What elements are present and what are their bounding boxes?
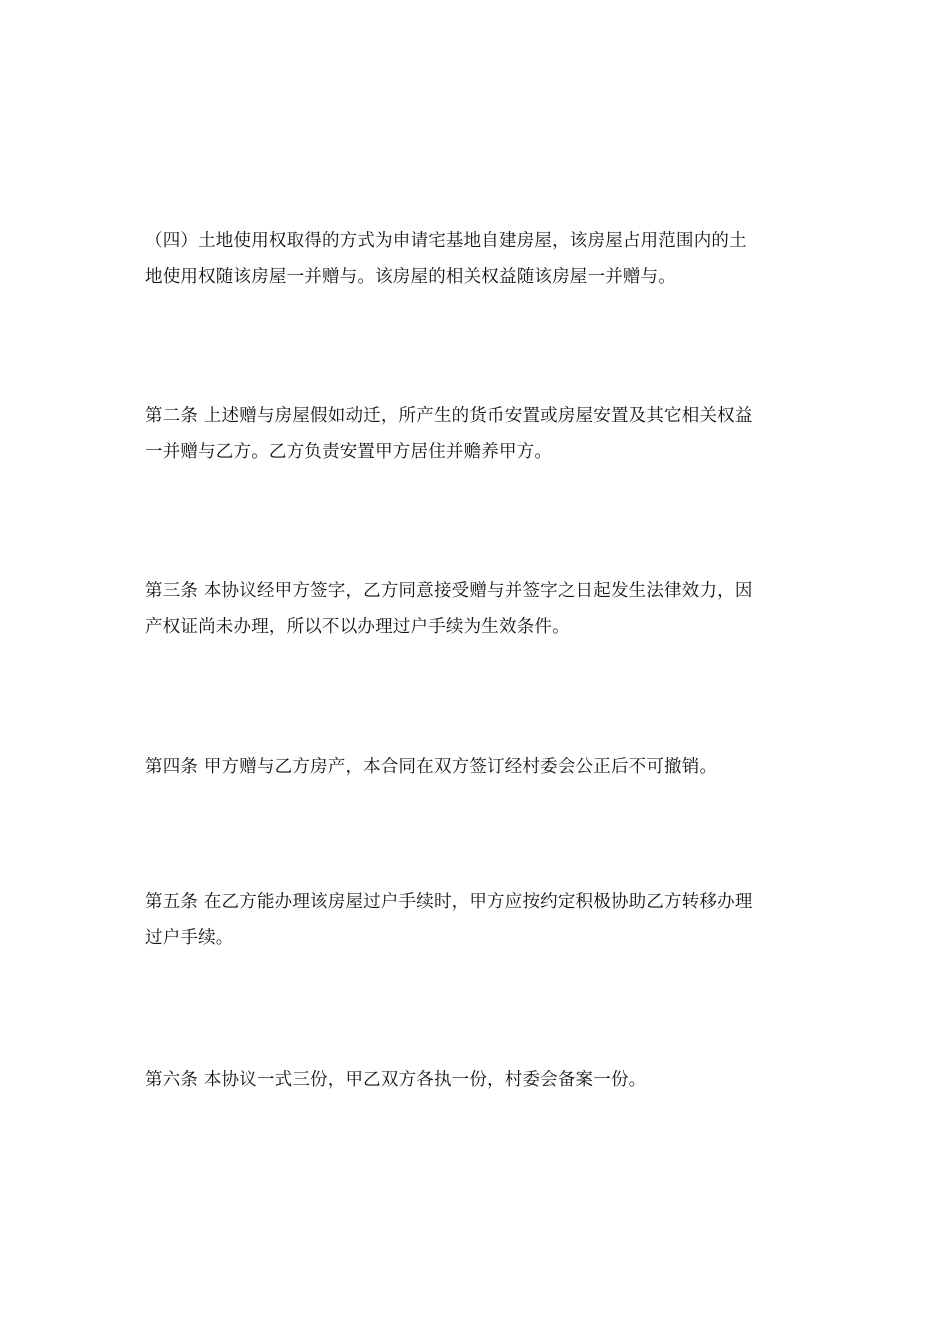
paragraph-line: 第三条 本协议经甲方签字，乙方同意接受赠与并签字之日起发生法律效力，因 (145, 581, 753, 601)
paragraph-article-4 (145, 749, 810, 785)
paragraph-article-6 (145, 1062, 810, 1098)
paragraph-article-2 (145, 398, 810, 470)
paragraph-line: 产权证尚未办理，所以不以办理过户手续为生效条件。 (145, 617, 570, 637)
paragraph-line: 第六条 本协议一式三份，甲乙双方各执一份，村委会备案一份。 (145, 1070, 647, 1090)
paragraph-line: 一并赠与乙方。乙方负责安置甲方居住并赡养甲方。 (145, 442, 553, 462)
paragraph-line: 第五条 在乙方能办理该房屋过户手续时，甲方应按约定积极协助乙方转移办理 (145, 892, 753, 912)
paragraph-article-3 (145, 573, 810, 645)
paragraph-line: 地使用权随该房屋一并赠与。该房屋的相关权益随该房屋一并赠与。 (145, 267, 676, 287)
paragraph-line: 第四条 甲方赠与乙方房产，本合同在双方签订经村委会公正后不可撤销。 (145, 757, 718, 777)
paragraph-line: （四）土地使用权取得的方式为申请宅基地自建房屋，该房屋占用范围内的土 (145, 231, 747, 251)
paragraph-land-use-right (145, 223, 810, 295)
paragraph-article-5 (145, 884, 810, 956)
paragraph-line: 过户手续。 (145, 928, 234, 948)
paragraph-line: 第二条 上述赠与房屋假如动迁，所产生的货币安置或房屋安置及其它相关权益 (145, 406, 753, 426)
